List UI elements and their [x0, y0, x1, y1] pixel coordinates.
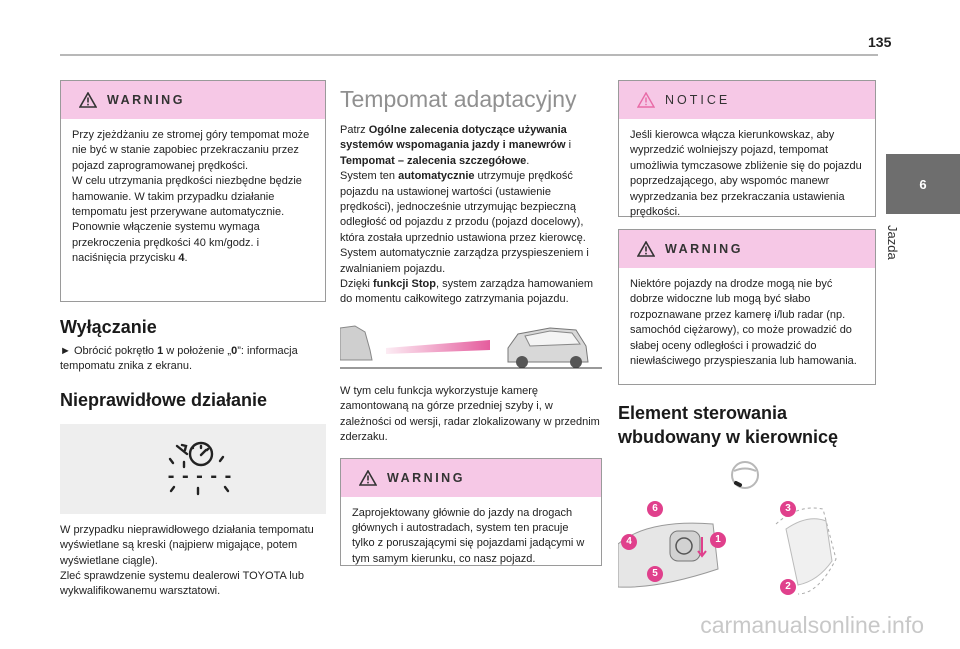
section-heading-element: Element sterowania wbudowany w kierownicę	[618, 403, 839, 447]
notice-triangle-icon	[637, 92, 655, 108]
section-heading-nieprawidlowe: Nieprawidłowe działanie	[60, 389, 268, 410]
page-title: Tempomat adaptacyjny	[340, 86, 577, 112]
callout-5: 5	[647, 566, 663, 582]
callout-1: 1	[710, 532, 726, 548]
steering-controls-illustration	[618, 499, 876, 599]
page-number: 135	[868, 34, 892, 50]
section-heading-wylaczanie: Wyłączanie	[60, 317, 157, 337]
warning-text-2: Zaprojektowany głównie do jazdy na drogach głównych i autostradach, system ten pracuje tylko z poruszającymi się pojazdami jadącymi w tym samym kierunku, co nasz pojazd.	[352, 506, 585, 565]
chapter-tab[interactable]	[886, 154, 960, 214]
warning-header-2	[341, 459, 601, 497]
column-3	[618, 80, 876, 599]
bullet-arrow-icon: ►	[60, 345, 71, 357]
callout-3: 3	[780, 501, 796, 517]
camera-text: W tym celu funkcja wykorzystuje kamerę zamontowaną na górze przedniej szyby i, w zależności od wersji, radar zlokalizowany w przednim zderzaku.	[340, 384, 600, 444]
warning-header	[61, 81, 325, 119]
notice-title: NOTICE	[665, 93, 731, 107]
callout-4: 4	[621, 534, 637, 550]
watermark: carmanualsonline.info	[700, 612, 924, 638]
steering-wheel-icon-area	[618, 457, 876, 497]
warning-triangle-icon	[637, 241, 655, 257]
warning-text-3: Niektóre pojazdy na drodze mogą nie być dobrze widoczne lub mogą być słabo rozpoznawane przez kamerę i/lub radar (np. samochód ciężarowy), co może prowadzić do słabej oceny odległości i prowadzić do niewłaściwego przyspieszania lub hamowania.	[630, 278, 857, 368]
warning-text: Przy zjeżdżaniu ze stromej góry tempomat może nie być w stanie zapobiec przekraczaniu przez pojazd zaprogramowanej prędkości. W celu utrzymania prędkości niezbędne będzie hamowanie. W takim przypadku działanie tempomatu jest przerywane automatycznie. Ponownie włączenie systemu wymaga przekroczenia prędkości 40 km/godz. i naciśnięcia przycisku 4.	[72, 129, 310, 265]
nieprawidlowe-text: W przypadku nieprawidłowego działania tempomatu wyświetlane są kreski (najpierw migające, potem wyświetlane ciągle). Zleć sprawdzenie systemu dealerowi TOYOTA lub wykwalifikowanemu warsztatowi.	[60, 523, 314, 598]
warning-box-3	[618, 229, 876, 385]
chapter-title: Jazda	[885, 225, 900, 260]
car-radar-illustration	[340, 320, 602, 370]
steering-wheel-icon	[618, 457, 876, 497]
callout-2: 2	[780, 579, 796, 595]
warning-triangle-icon	[79, 92, 97, 108]
wylaczanie-text: ► Obrócić pokrętło 1 w położenie „0”: informacja tempomatu znika z ekranu.	[60, 345, 298, 373]
warning-box-2	[340, 458, 602, 566]
callout-6: 6	[647, 501, 663, 517]
cruise-fault-illustration	[60, 424, 326, 514]
warning-title-3: WARNING	[665, 242, 743, 256]
header-rule	[60, 54, 878, 56]
car-with-radar-icon	[340, 320, 602, 370]
warning-box	[60, 80, 326, 302]
warning-title-2: WARNING	[387, 470, 465, 485]
warning-triangle-icon	[359, 470, 377, 486]
notice-header	[619, 81, 875, 119]
warning-header-3	[619, 230, 875, 268]
warning-title: WARNING	[107, 93, 185, 107]
notice-text: Jeśli kierowca włącza kierunkowskaz, aby wyprzedzić wolniejszy pojazd, tempomat umożliwia tymczasowe zbliżenie się do pojazdu poprzedzającego, aby wspomóc manewr wyprzedzania bez przekraczania ustawienia prędkości.	[630, 129, 862, 219]
column-1	[60, 80, 326, 600]
chapter-number: 6	[919, 176, 927, 192]
notice-box	[618, 80, 876, 217]
dashes-display: - - - - -	[167, 464, 233, 487]
column-2	[340, 86, 602, 566]
intro-text: Patrz Ogólne zalecenia dotyczące używania systemów wspomagania jazdy i manewrów i Tempomat – zalecenia szczegółowe. System ten automatycznie utrzymuje prędkość pojazdu na ustawionej wartości (ustawienie prędkości), jednocześnie utrzymując bezpieczną odległość od pojazdu z przodu (pojazd docelowy), która została uprzednio ustawiona przez kierowcę. System automatycznie zarządza przyspieszeniem i zwalnianiem pojazdu. Dzięki funkcji Stop, system zarządza hamowaniem do momentu całkowitego zatrzymania pojazdu.	[340, 124, 594, 306]
